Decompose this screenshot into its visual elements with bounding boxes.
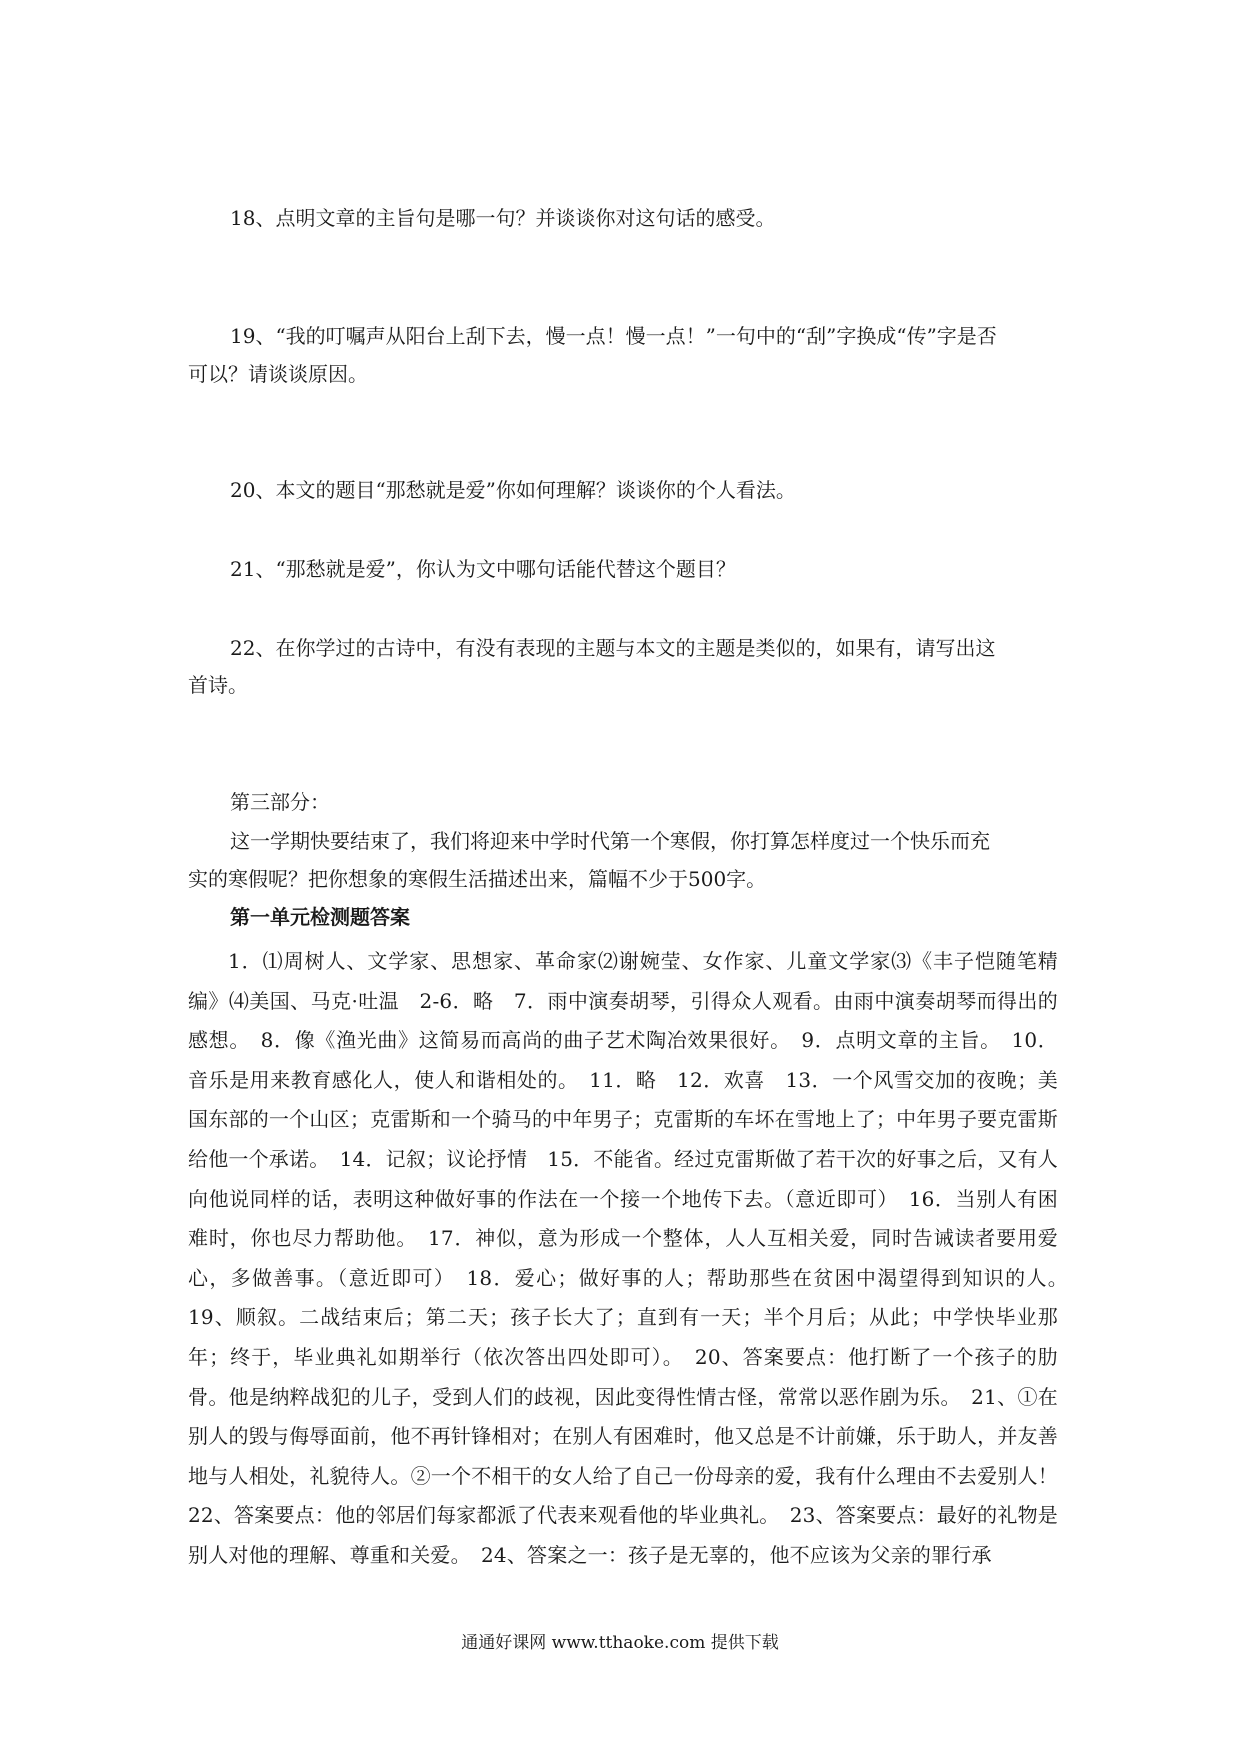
question-19-line-1: 19、“我的叮嘱声从阳台上刮下去，慢一点！慢一点！”一句中的“刮”字换成“传”字是否 xyxy=(230,324,997,348)
question-22-line-2: 首诗。 xyxy=(188,673,248,697)
question-18: 18、点明文章的主旨句是哪一句？并谈谈你对这句话的感受。 xyxy=(230,206,776,230)
question-21: 21、“那愁就是爱”，你认为文中哪句话能代替这个题目？ xyxy=(230,557,736,581)
question-22-line-1: 22、在你学过的古诗中，有没有表现的主题与本文的主题是类似的，如果有，请写出这 xyxy=(230,636,996,660)
page-footer: 通通好课网 www.tthaoke.com 提供下载 xyxy=(461,1633,779,1653)
part-three-prompt-line-1: 这一学期快要结束了，我们将迎来中学时代第一个寒假，你打算怎样度过一个快乐而充 xyxy=(230,829,990,853)
part-three-heading: 第三部分： xyxy=(230,790,330,814)
answers-text: 1．⑴周树人、文学家、思想家、革命家⑵谢婉莹、女作家、儿童文学家⑶《丰子恺随笔精编》⑷美国、马克·吐温 2-6．略 7．雨中演奏胡琴，引得众人观看。由雨中演奏胡琴而得出的感想。 8．像《渔光曲》这简易而高尚的曲子艺术陶冶效果很好。 9．点明文章的主旨。 10．音乐是用来教育感化人，使人和谐相处的。 11．略 12．欢喜 13．一个风雪交加的夜晚；美国东部的一个山区；克雷斯和一个骑马的中年男子；克雷斯的车坏在雪地上了；中年男子要克雷斯给他一个承诺。 14．记叙；议论抒情 15．不能省。经过克雷斯做了若干次的好事之后，又有人向他说同样的话，表明这种做好事的作法在一个接一个地传下去。（意近即可） 16．当别人有困难时，你也尽力帮助他。 17．神似，意为形成一个整体，人人互相关爱，同时告诫读者要用爱心，多做善事。（意近即可） 18．爱心；做好事的人；帮助那些在贫困中渴望得到知识的人。 19、顺叙。二战结束后；第二天；孩子长大了；直到有一天；半个月后；从此；中学快毕业那年；终于，毕业典礼如期举行（依次答出四处即可）。 20、答案要点：他打断了一个孩子的肋骨。他是纳粹战犯的儿子，受到人们的歧视，因此变得性情古怪，常常以恶作剧为乐。 21、①在别人的毁与侮辱面前，他不再针锋相对；在别人有困难时，他又总是不计前嫌，乐于助人，并友善地与人相处，礼貌待人。②一个不相干的女人给了自己一份母亲的爱，我有什么理由不去爱别人！ 22、答案要点：他的邻居们每家都派了代表来观看他的毕业典礼。 23、答案要点：最好的礼物是别人对他的理解、尊重和关爱。 24、答案之一：孩子是无辜的，他不应该为父亲的罪行承 xyxy=(188,949,1079,1567)
question-20: 20、本文的题目“那愁就是爱”你如何理解？谈谈你的个人看法。 xyxy=(230,478,796,502)
answers-title: 第一单元检测题答案 xyxy=(230,905,410,929)
question-19-line-2: 可以？请谈谈原因。 xyxy=(188,362,368,386)
part-three-prompt-line-2: 实的寒假呢？把你想象的寒假生活描述出来，篇幅不少于500字。 xyxy=(188,867,767,891)
